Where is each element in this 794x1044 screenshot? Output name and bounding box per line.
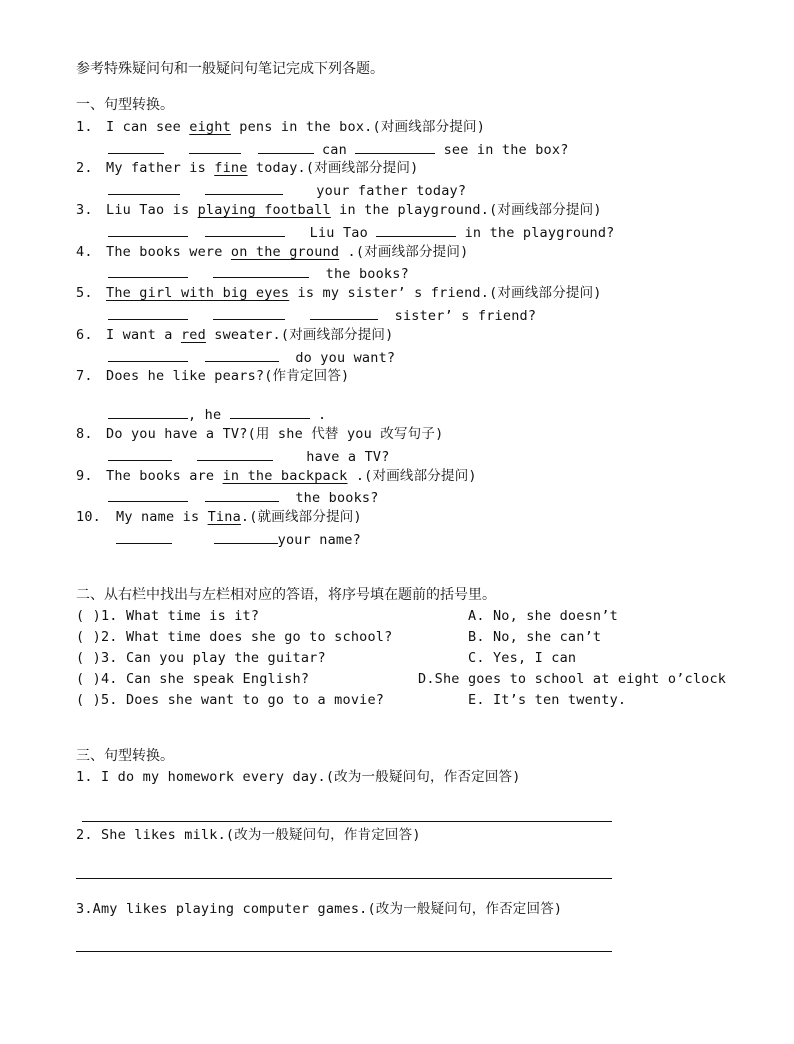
question-number: 1. [76, 119, 93, 135]
blank[interactable] [205, 487, 279, 502]
write-answer-line-2[interactable] [76, 878, 612, 879]
question-10: 10. My name is Tina.(就画线部分提问) [76, 509, 362, 525]
blank[interactable] [108, 263, 188, 278]
write-answer-line-1[interactable] [82, 821, 612, 822]
blank[interactable] [116, 529, 172, 544]
match-right-B: B. No, she can’t [468, 629, 602, 645]
blank[interactable] [108, 404, 188, 419]
match-right-D: D.She goes to school at eight o’clock [418, 671, 727, 687]
question-4: 4. The books were on the ground .(对画线部分提问) [76, 244, 469, 260]
section3-heading: 三、句型转换。 [76, 748, 174, 764]
section1-heading: 一、句型转换。 [76, 97, 174, 113]
blank[interactable] [108, 446, 172, 461]
blank[interactable] [258, 139, 314, 154]
blank[interactable] [213, 263, 309, 278]
blank[interactable] [108, 222, 188, 237]
section3-question-1: 1. I do my homework every day.(改为一般疑问句，作否定回答) [76, 769, 521, 785]
blank[interactable] [108, 139, 164, 154]
answer-line-5: sister’ s friend? [108, 305, 536, 325]
underlined-phrase: Tina [207, 509, 241, 525]
blank[interactable] [108, 487, 188, 502]
match-left-1: ( )1. What time is it? [76, 608, 260, 624]
match-right-A: A. No, she doesn’t [468, 608, 618, 624]
blank[interactable] [230, 404, 310, 419]
answer-line-3: Liu Tao in the playground? [108, 222, 615, 242]
underlined-phrase: in the backpack [222, 468, 348, 484]
match-right-E: E. It’s ten twenty. [468, 692, 627, 708]
underlined-phrase: The girl with big eyes [106, 285, 290, 301]
blank[interactable] [108, 180, 180, 195]
section3-question-2: 2. She likes milk.(改为一般疑问句，作肯定回答) [76, 827, 421, 843]
match-left-2: ( )2. What time does she go to school? [76, 629, 393, 645]
underlined-phrase: playing football [197, 202, 331, 218]
question-8: 8. Do you have a TV?(用 she 代替 you 改写句子) [76, 426, 444, 442]
underlined-phrase: fine [214, 160, 248, 176]
blank[interactable] [205, 180, 283, 195]
blank[interactable] [108, 305, 188, 320]
question-9: 9. The books are in the backpack .(对画线部分提问) [76, 468, 477, 484]
answer-line-6: do you want? [108, 347, 395, 367]
answer-line-7: , he . [108, 404, 326, 424]
answer-line-8: have a TV? [108, 446, 390, 466]
blank[interactable] [214, 529, 278, 544]
underlined-phrase: red [180, 327, 206, 343]
section2-heading: 二、从右栏中找出与左栏相对应的答语，将序号填在题前的括号里。 [76, 587, 496, 603]
blank[interactable] [376, 222, 456, 237]
write-answer-line-3[interactable] [76, 951, 612, 952]
question-3: 3. Liu Tao is playing football in the playground.(对画线部分提问) [76, 202, 602, 218]
question-5: 5. The girl with big eyes is my sister’ s friend.(对画线部分提问) [76, 285, 602, 301]
question-6: 6. I want a red sweater.(对画线部分提问) [76, 327, 394, 343]
match-left-5: ( )5. Does she want to go to a movie? [76, 692, 385, 708]
answer-line-9: the books? [108, 487, 379, 507]
blank[interactable] [355, 139, 435, 154]
blank[interactable] [213, 305, 285, 320]
blank[interactable] [205, 347, 279, 362]
intro-instruction: 参考特殊疑问句和一般疑问句笔记完成下列各题。 [76, 61, 384, 77]
answer-line-4: the books? [108, 263, 409, 283]
underlined-phrase: eight [189, 119, 231, 135]
answer-line-2: your father today? [108, 180, 466, 200]
match-left-4: ( )4. Can she speak English? [76, 671, 310, 687]
answer-line-1: can see in the box? [108, 139, 569, 159]
match-right-C: C. Yes, I can [468, 650, 577, 666]
answer-line-10: your name? [116, 529, 361, 549]
blank[interactable] [197, 446, 273, 461]
blank[interactable] [189, 139, 241, 154]
underlined-phrase: on the ground [230, 244, 340, 260]
question-1: 1. I can see eight pens in the box.(对画线部分提问) [76, 119, 486, 135]
question-7: 7. Does he like pears?(作肯定回答) [76, 368, 350, 384]
match-left-3: ( )3. Can you play the guitar? [76, 650, 326, 666]
section3-question-3: 3.Amy likes playing computer games.(改为一般疑问句，作否定回答) [76, 901, 563, 917]
question-2: 2. My father is fine today.(对画线部分提问) [76, 160, 419, 176]
blank[interactable] [108, 347, 188, 362]
blank[interactable] [205, 222, 285, 237]
blank[interactable] [310, 305, 378, 320]
